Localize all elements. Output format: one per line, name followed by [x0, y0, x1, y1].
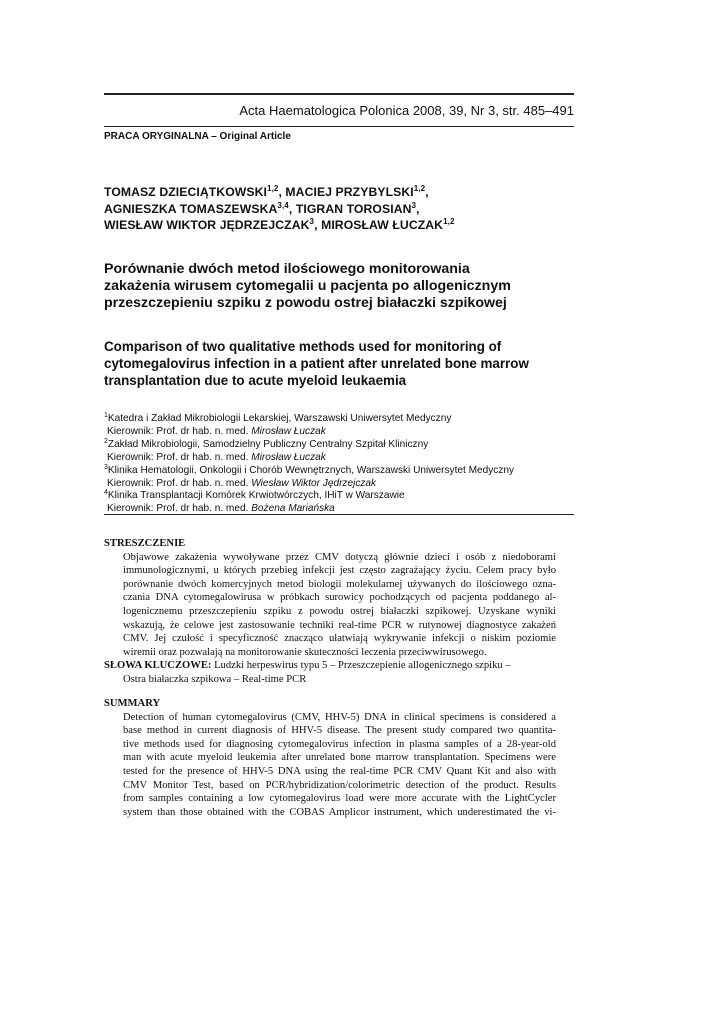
- author-name: AGNIESZKA TOMASZEWSKA: [104, 201, 278, 216]
- section-heading: STRESZCZENIE: [104, 538, 186, 549]
- separator: ,: [314, 218, 322, 232]
- title-line: Porównanie dwóch metod ilościowego monitorowania: [104, 261, 470, 277]
- separator: ,: [278, 185, 286, 199]
- summary-line: base method in current diagnosis of HHV-5 disease. The present study compared two quantita-: [123, 725, 556, 737]
- abstract-english: [104, 697, 556, 819]
- abstract-line: Objawowe zakażenia wywoływane przez CMV dotyczą głównie dzieci i osób z niedoborami: [123, 551, 556, 563]
- summary-line: Detection of human cytomegalovirus (CMV, HHV-5) DNA in clinical specimens is considered a: [123, 711, 556, 723]
- head-name: Bożena Mariańska: [251, 503, 335, 515]
- affiliation-head: [104, 478, 579, 491]
- affiliation-unit: [104, 413, 579, 426]
- affiliation-unit: [104, 439, 579, 452]
- affiliation-unit: [104, 465, 579, 478]
- author-affiliation-mark: 1,2: [413, 184, 426, 193]
- author-name: MACIEJ PRZYBYLSKI: [285, 185, 414, 199]
- author-affiliation-mark: 3: [411, 200, 417, 210]
- title-polish: [104, 261, 584, 312]
- abstract-line: porównanie dwóch komercyjnych metod biologii molekularnej używanych do ilościowego ozna-: [123, 578, 556, 590]
- abstract-line: logenicznemu przeszczepieniu szpiku z powodu ostrej białaczki szpikowej. Uzyskane wyniki: [123, 605, 556, 617]
- author-affiliation-mark: 1,2: [443, 217, 455, 226]
- title-line: przeszczepieniu szpiku z powodu ostrej białaczki szpikowej: [104, 295, 507, 311]
- affiliation-unit: [104, 490, 579, 503]
- author-affiliation-mark: 3,4: [277, 200, 289, 210]
- abstract-polish: [104, 537, 556, 687]
- summary-line: tested for the presence of HHV-5 DNA using the real-time PCR CMV Quant Kit and also with: [123, 765, 556, 777]
- summary-line: CMV Monitor Test, based on PCR/hybridization/colorimetric detection of the product. Results: [123, 779, 556, 791]
- title-line: zakażenia wirusem cytomegalii u pacjenta po allogenicznym: [104, 278, 511, 294]
- author-line: [104, 201, 584, 218]
- head-prefix: Kierownik: Prof. dr hab. n. med.: [107, 477, 252, 489]
- abstract-line: CMV. Jej czułość i specyficzność znacząco ułatwiają wykrywanie infekcji o niskim poziomie: [123, 633, 556, 645]
- affiliations: [104, 413, 579, 516]
- abstract-line: immunologicznymi, u których przebieg infekcji jest często zagrażający życiu. Celem pracy było: [123, 565, 556, 577]
- keywords-line: Ostra białaczka szpikowa – Real-time PCR: [123, 673, 307, 685]
- affiliation-name: Zakład Mikrobiologii, Samodzielny Publiczny Centralny Szpitał Kliniczny: [107, 438, 429, 450]
- article-type: PRACA ORYGINALNA – Original Article: [104, 131, 291, 142]
- title-line: Comparison of two qualitative methods used for monitoring of: [104, 339, 502, 354]
- head-name: Mirosław Łuczak: [251, 425, 326, 437]
- section-heading: SUMMARY: [104, 698, 161, 709]
- affiliation-name: Katedra i Zakład Mikrobiologii Lekarskiej, Warszawski Uniwersytet Medyczny: [107, 413, 452, 424]
- head-name: Mirosław Łuczak: [251, 451, 326, 463]
- author-affiliation-mark: 3: [309, 217, 315, 226]
- separator: ,: [416, 201, 420, 216]
- separator: ,: [288, 201, 296, 216]
- author-list: [104, 184, 584, 234]
- abstract-line: czania DNA cytomegalowirusa w próbkach surowicy pochodzących od pacjenta poddanego al-: [123, 592, 556, 604]
- affiliation-head: [104, 452, 579, 465]
- affiliation-head: [104, 426, 579, 439]
- head-prefix: Kierownik: Prof. dr hab. n. med.: [107, 503, 252, 515]
- author-name: WIESŁAW WIKTOR JĘDRZEJCZAK: [104, 218, 310, 232]
- head-name: Wiesław Wiktor Jędrzejczak: [251, 477, 377, 489]
- head-prefix: Kierownik: Prof. dr hab. n. med.: [107, 451, 252, 463]
- affiliation-name: Klinika Hematologii, Onkologii i Chorób Wewnętrznych, Warszawski Uniwersytet Medyczny: [107, 464, 515, 476]
- abstract-line: wiremii oraz pozwalają na monitorowanie skuteczności leczenia przeciwwirusowego.: [123, 646, 487, 658]
- affiliation-number: 2: [104, 437, 108, 445]
- separator: ,: [425, 185, 429, 199]
- affiliation-number: 1: [104, 412, 108, 419]
- author-line: [104, 217, 584, 234]
- summary-line: from samples containing a low cytomegalovirus load were more accurate with the LightCycler: [123, 793, 556, 805]
- affiliation-number: 4: [104, 489, 108, 497]
- header-bottom-rule: [104, 126, 574, 127]
- summary-line: system than those obtained with the COBAS Amplicor instrument, which underestimated the vi-: [123, 806, 556, 818]
- author-name: TOMASZ DZIECIĄTKOWSKI: [104, 185, 268, 199]
- author-name: TIGRAN TOROSIAN: [295, 201, 412, 216]
- summary-line: tive methods used for diagnosing cytomegalovirus infection in plasma samples of a 28-year-old: [123, 738, 556, 750]
- keywords-text: Ludzki herpeswirus typu 5 – Przeszczepienie allogenicznego szpiku –: [211, 660, 511, 672]
- journal-citation: Acta Haematologica Polonica 2008, 39, Nr 3, str. 485–491: [239, 103, 574, 118]
- keywords-label: SŁOWA KLUCZOWE:: [104, 660, 212, 672]
- author-line: [104, 184, 584, 201]
- author-name: MIROSŁAW ŁUCZAK: [321, 218, 444, 232]
- abstract-line: wskazują, że celowe jest zastosowanie techniki real-time PCR w rutynowej diagnostyce zakażeń: [123, 619, 556, 631]
- title-line: cytomegalovirus infection in a patient after unrelated bone marrow: [104, 356, 529, 371]
- affiliation-name: Klinika Transplantacji Komórek Krwiotwórczych, IHiT w Warszawie: [107, 490, 405, 502]
- header-top-rule: [104, 93, 574, 95]
- author-affiliation-mark: 1,2: [267, 184, 279, 193]
- title-line: transplantation due to acute myeloid leukaemia: [104, 373, 407, 388]
- keywords-line: [104, 659, 556, 673]
- head-prefix: Kierownik: Prof. dr hab. n. med.: [107, 425, 252, 437]
- affiliation-number: 3: [104, 463, 108, 471]
- title-english: [104, 338, 584, 389]
- summary-line: man with acute myeloid leukemia after unrelated bone marrow transplantation. Specimens were: [123, 752, 556, 764]
- affiliations-rule: [104, 514, 574, 515]
